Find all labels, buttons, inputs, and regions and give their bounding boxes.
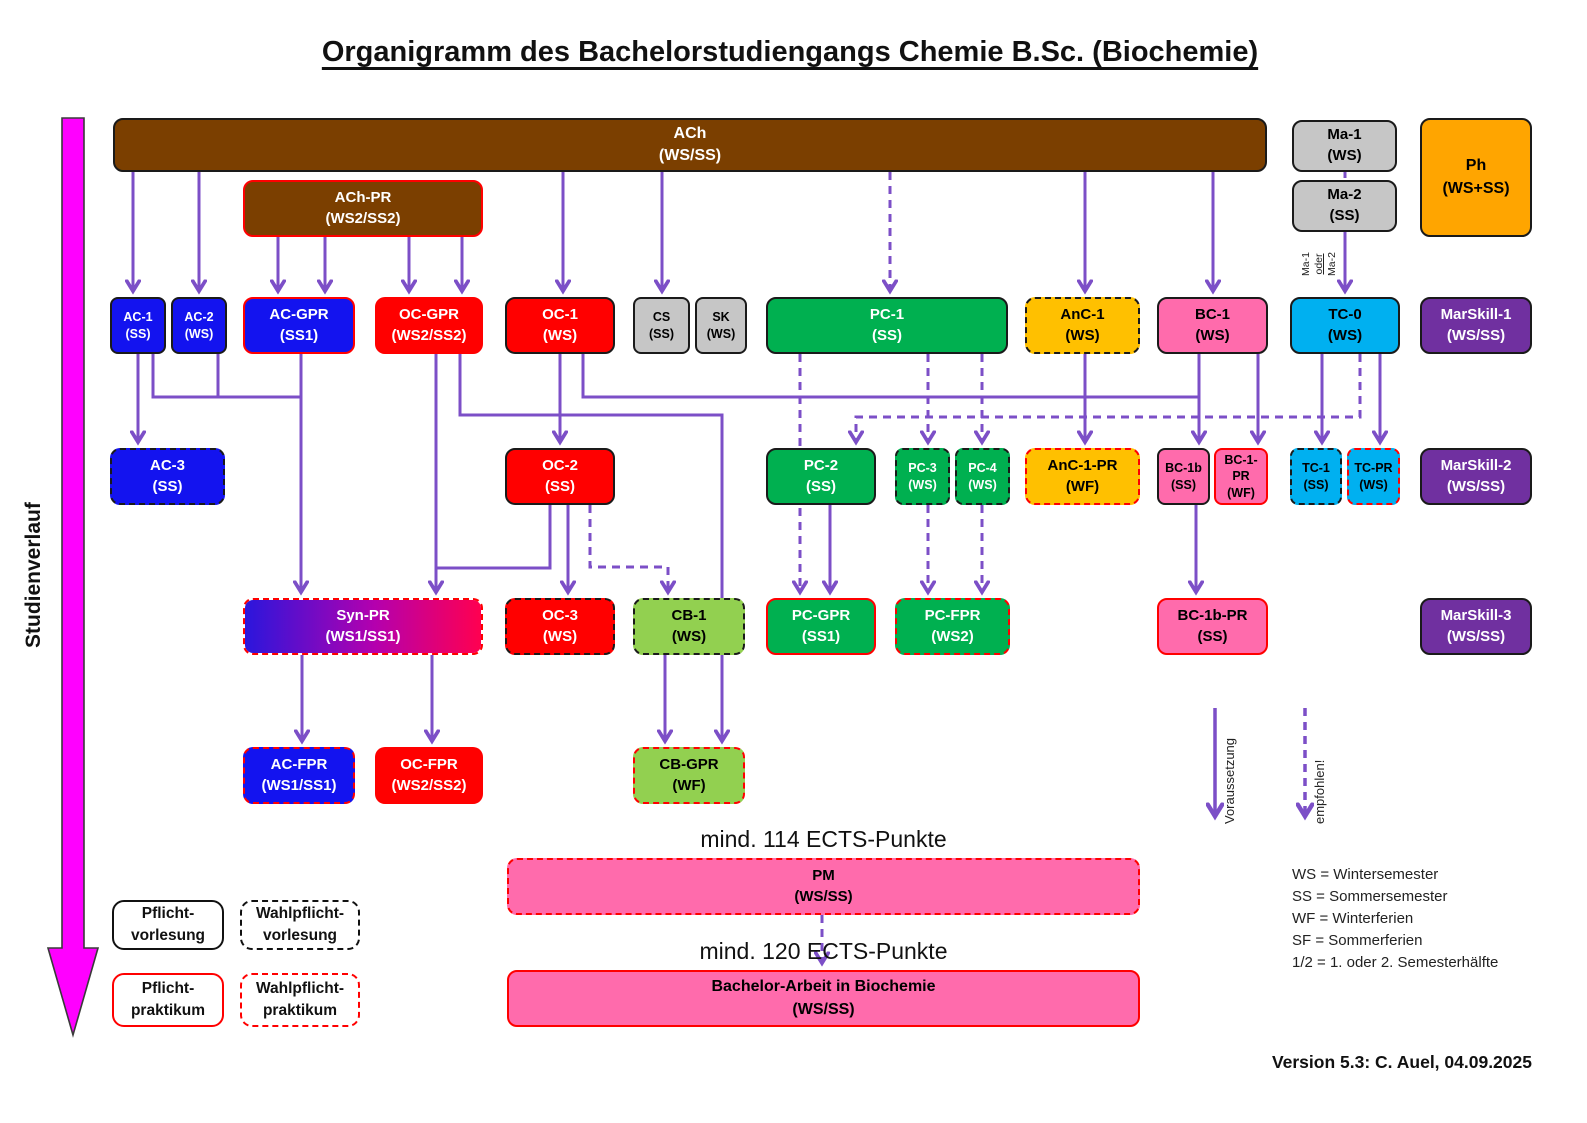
legend-line: praktikum [130, 1002, 206, 1019]
course-box-PC-3 [895, 448, 950, 505]
course-box-PC-4 [955, 448, 1010, 505]
legend-line: Pflicht- [141, 904, 195, 922]
course-box-Ma-1 [1292, 120, 1397, 172]
legend-wahlpflicht-vorlesung [240, 900, 360, 950]
course-label: PM [812, 866, 835, 884]
course-box-SK [695, 297, 747, 354]
course-season: (SS) [545, 477, 575, 495]
course-label: PC-3 [908, 461, 937, 476]
legend-pflicht-vorlesung [112, 900, 224, 950]
abbreviation-line: WS = Wintersemester [1292, 866, 1439, 883]
course-label: TC-1 [1302, 461, 1330, 476]
course-box-OC-3 [505, 598, 615, 655]
course-box-TC-PR [1347, 448, 1400, 505]
course-season: (SS1) [801, 627, 841, 645]
course-label: BC-1b-PR [1177, 606, 1248, 624]
course-box-AC-3 [110, 448, 225, 505]
course-season: (WS) [1327, 326, 1363, 344]
course-box-ACh [113, 118, 1267, 172]
course-label: BC-1 [1194, 305, 1230, 323]
legend-line: Pflicht- [141, 979, 195, 997]
version-note: Version 5.3: C. Auel, 04.09.2025 [1271, 1052, 1532, 1072]
recommended-arrow [590, 505, 668, 591]
course-label: OC-2 [542, 456, 578, 474]
course-label: AC-3 [149, 456, 185, 474]
legend-line: Wahlpflicht- [255, 904, 345, 922]
course-label: BC-1b [1165, 461, 1202, 476]
course-label: AC-GPR [269, 305, 329, 323]
ects-note-114: mind. 114 ECTS-Punkte [700, 826, 947, 852]
abbreviation-line: SF = Sommerferien [1292, 932, 1423, 949]
course-box-BC-1b-PR [1157, 598, 1268, 655]
course-box-BC-1 [1157, 297, 1268, 354]
course-season: (WS) [671, 627, 707, 645]
legend-line: Wahlpflicht- [255, 979, 345, 997]
course-label: OC-FPR [400, 755, 458, 773]
course-season: (SS) [1303, 477, 1329, 492]
course-season: (WS) [542, 326, 578, 344]
course-season: (WF) [672, 776, 706, 794]
course-label: MarSkill-3 [1440, 606, 1512, 624]
ma-note-line1: Ma-1 [1300, 252, 1312, 276]
course-season: (WF) [1227, 485, 1255, 500]
course-season: (WS) [706, 326, 736, 341]
course-season: (SS) [1329, 207, 1360, 224]
page-title: Organigramm des Bachelorstudiengangs Chemie B.Sc. (Biochemie) [321, 36, 1259, 68]
course-label: OC-1 [542, 305, 578, 323]
course-label: SK [712, 310, 730, 325]
legend-pflicht-praktikum [112, 973, 224, 1027]
course-label: PC-1 [869, 305, 905, 323]
course-box-BC-1b [1157, 448, 1210, 505]
course-season: (WS) [1359, 477, 1388, 492]
course-label: TC-0 [1328, 305, 1362, 323]
course-label: ACh-PR [334, 188, 392, 206]
course-label: AnC-1 [1060, 305, 1105, 323]
course-box-AC-GPR [243, 297, 355, 354]
course-label: OC-3 [542, 606, 578, 624]
course-season: (SS1) [279, 326, 319, 344]
legend-line: vorlesung [262, 927, 338, 944]
course-label: CB-GPR [659, 755, 719, 773]
course-box-AnC-1-PR [1025, 448, 1140, 505]
ma-note-line3: Ma-2 [1326, 252, 1338, 276]
course-box-OC-GPR [375, 297, 483, 354]
course-season: (SS) [872, 326, 902, 344]
course-box-CB-GPR [633, 747, 745, 804]
course-season: (WS2/SS2) [391, 326, 467, 344]
course-label: CS [652, 310, 671, 325]
course-box-Syn-PR [243, 598, 483, 655]
course-label: CB-1 [671, 606, 707, 624]
course-box-OC-2 [505, 448, 615, 505]
course-box-BC-1-PR [1214, 448, 1268, 505]
course-box-PC-1 [766, 297, 1008, 354]
course-season: (WS2) [931, 627, 974, 645]
course-season: (WS) [184, 326, 214, 341]
studienverlauf-label: Studienverlauf [22, 502, 45, 648]
course-season: (WS/SS) [794, 887, 853, 905]
course-label: AnC-1-PR [1047, 456, 1118, 474]
course-label: MarSkill-2 [1440, 456, 1512, 474]
course-label: ACh [673, 124, 707, 142]
course-label: AC-FPR [270, 755, 328, 773]
course-season: (WS/SS) [1446, 477, 1506, 495]
course-box-OC-FPR [375, 747, 483, 804]
course-season: (WS1/SS1) [325, 627, 401, 645]
course-season: (WS) [542, 627, 578, 645]
course-box-PC-FPR [895, 598, 1010, 655]
course-box-PM [507, 858, 1140, 915]
empfohlen-label: empfohlen! [1312, 759, 1327, 824]
course-box-AC-FPR [243, 747, 355, 804]
course-box-MarSkill-2 [1420, 448, 1532, 505]
course-season: (SS) [1171, 477, 1196, 492]
course-box-ACh-PR [243, 180, 483, 237]
course-box-TC-1 [1290, 448, 1342, 505]
prerequisite-arrow [153, 354, 301, 397]
abbreviation-legend [1292, 864, 1498, 974]
ects-note-120: mind. 120 ECTS-Punkte [699, 938, 948, 964]
course-label: AC-1 [123, 310, 153, 325]
course-season: (WS) [1327, 147, 1362, 164]
course-season: (WS/SS) [1446, 326, 1506, 344]
course-label: PC-4 [968, 461, 997, 476]
abbreviation-line: 1/2 = 1. oder 2. Semesterhälfte [1292, 954, 1499, 971]
course-box-MarSkill-1 [1420, 297, 1532, 354]
course-label: PC-FPR [924, 606, 981, 624]
course-box-PC-GPR [766, 598, 876, 655]
legend-line: vorlesung [130, 927, 206, 944]
course-box-Bachelor-Arbeit [507, 970, 1140, 1027]
course-box-AnC-1 [1025, 297, 1140, 354]
studienverlauf-arrow [48, 118, 98, 1035]
course-label: Bachelor-Arbeit in Biochemie [711, 978, 936, 996]
course-season: (WS/SS) [792, 1000, 855, 1018]
prerequisite-arrow [436, 505, 550, 568]
course-season: (SS) [649, 326, 674, 341]
ma-note-line2: oder [1313, 253, 1325, 275]
course-label: Syn-PR [336, 606, 390, 624]
course-season: (SS) [806, 477, 836, 495]
course-label: Ph [1465, 157, 1487, 175]
course-season: (WS1/SS1) [261, 776, 337, 794]
abbreviation-line: SS = Sommersemester [1292, 888, 1448, 905]
course-label: BC-1-PR [1224, 453, 1258, 484]
course-season: (WS) [1195, 326, 1230, 344]
course-label: TC-PR [1354, 461, 1393, 476]
course-season: (WS+SS) [1442, 179, 1510, 197]
voraussetzung-label: Voraussetzung [1222, 737, 1237, 824]
course-label: PC-GPR [791, 606, 851, 624]
course-box-Ma-2 [1292, 180, 1397, 232]
course-box-CB-1 [633, 598, 745, 655]
prerequisite-arrow [583, 354, 1199, 397]
course-season: (SS) [125, 326, 151, 341]
course-label: PC-2 [803, 456, 839, 474]
course-season: (WS) [968, 477, 997, 492]
course-box-MarSkill-3 [1420, 598, 1532, 655]
course-label: AC-2 [184, 310, 214, 325]
course-box-AC-1 [110, 297, 166, 354]
course-label: Ma-1 [1327, 126, 1362, 144]
course-season: (WF) [1065, 477, 1100, 495]
legend-line: praktikum [262, 1002, 338, 1019]
course-season: (WS/SS) [658, 147, 722, 164]
legend-wahlpflicht-praktikum [240, 973, 360, 1027]
course-season: (WS/SS) [1446, 627, 1506, 645]
course-box-Ph [1420, 118, 1532, 237]
course-season: (WS2/SS2) [391, 776, 467, 794]
course-label: Ma-2 [1327, 186, 1362, 204]
course-box-AC-2 [171, 297, 227, 354]
course-season: (WS) [908, 477, 937, 492]
course-season: (SS) [1197, 627, 1228, 645]
course-season: (WS2/SS2) [325, 209, 401, 227]
course-label: MarSkill-1 [1440, 305, 1512, 323]
course-box-OC-1 [505, 297, 615, 354]
course-season: (WS) [1065, 326, 1100, 344]
course-season: (SS) [152, 477, 183, 495]
abbreviation-line: WF = Winterferien [1292, 910, 1414, 927]
ma-choice-note [1300, 240, 1342, 288]
course-box-PC-2 [766, 448, 876, 505]
course-box-TC-0 [1290, 297, 1400, 354]
course-box-CS [633, 297, 690, 354]
course-label: OC-GPR [399, 305, 459, 323]
